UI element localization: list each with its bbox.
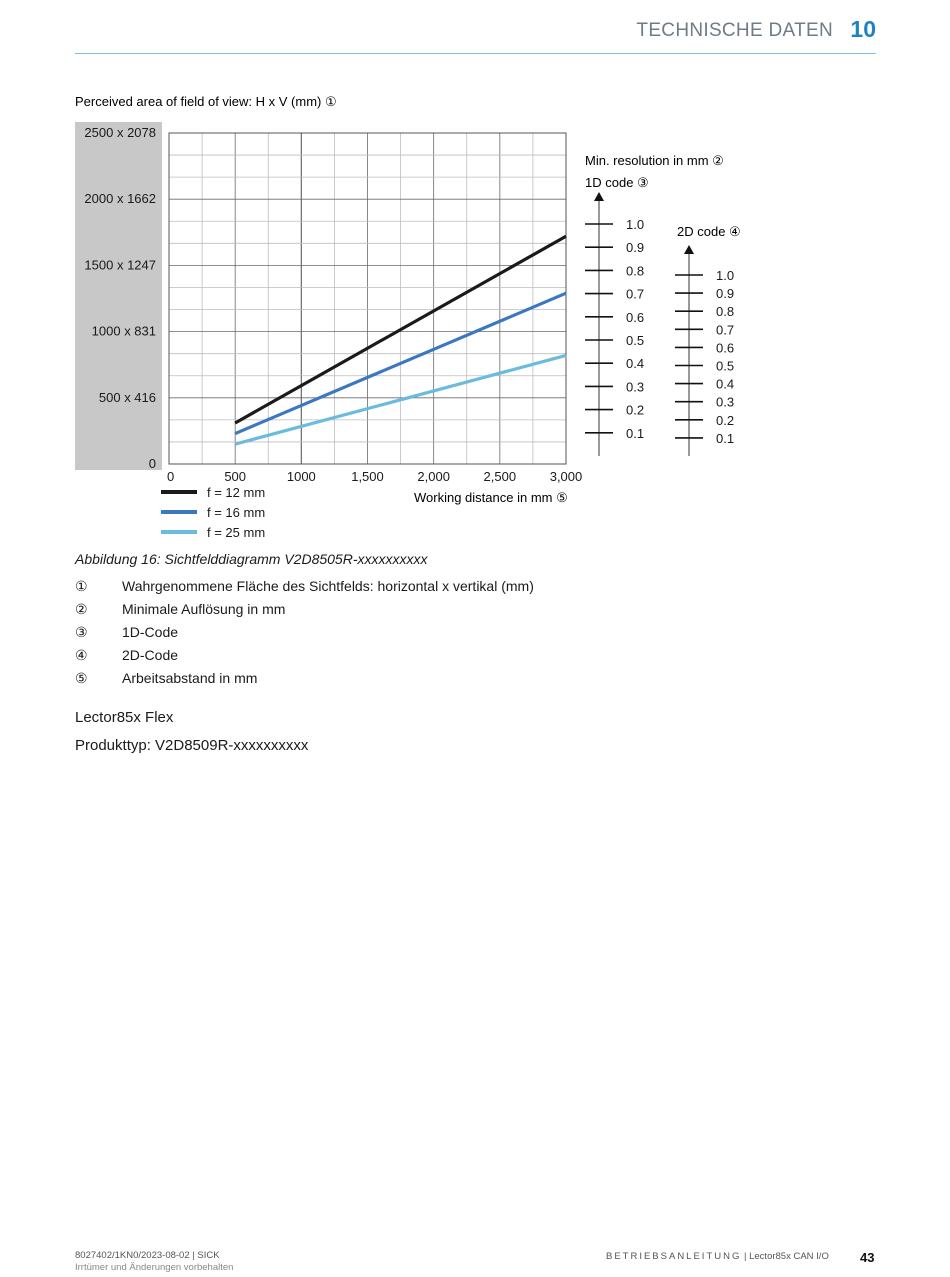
scale-tick-label: 0.7	[626, 286, 645, 302]
x-tick-label: 1000	[286, 469, 316, 484]
y-tick-label: 500 x 416	[98, 389, 156, 405]
scale-tick-label: 0.8	[626, 263, 645, 279]
field-of-view-chart	[0, 0, 950, 545]
scale-arrow	[684, 245, 694, 254]
legend-text: 1D-Code	[122, 624, 179, 640]
scale-tick-label: 0.9	[626, 240, 645, 256]
scale-tick-label: 0.1	[716, 430, 735, 446]
legend-marker: ⑤	[75, 670, 88, 686]
scale-tick-label: 0.7	[716, 322, 735, 338]
scale-tick-label: 1.0	[626, 217, 645, 232]
page-number: 43	[860, 1250, 875, 1265]
subheading: Lector85x Flex	[75, 709, 174, 726]
legend-text: Arbeitsabstand in mm	[122, 670, 258, 686]
legend-label: f = 16 mm	[207, 505, 266, 520]
scale-tick-label: 0.2	[626, 402, 645, 418]
code2d-scale	[675, 245, 734, 456]
x-tick-label: 2,500	[483, 469, 517, 484]
scale-tick-label: 0.3	[626, 379, 645, 395]
x-tick-label: 0	[167, 469, 175, 484]
code1d-title: 1D code ③	[585, 175, 649, 190]
x-tick-label: 500	[224, 469, 247, 484]
footer-manual-label: BETRIEBSANLEITUNG	[606, 1251, 742, 1262]
scale-tick-label: 0.4	[716, 376, 735, 392]
legend-text: Wahrgenommene Fläche des Sichtfelds: horizontal x vertikal (mm)	[122, 578, 534, 594]
section-title: TECHNISCHE DATEN	[636, 20, 833, 41]
legend-marker: ③	[75, 624, 88, 640]
footer-doc-info	[75, 1250, 233, 1274]
scale-tick-label: 0.6	[626, 309, 645, 325]
scale-tick-label: 0.6	[716, 340, 735, 356]
y-tick-label: 1000 x 831	[91, 323, 156, 339]
scale-tick-label: 0.4	[626, 356, 645, 372]
y-tick-label: 2500 x 2078	[84, 125, 156, 140]
code2d-title: 2D code ④	[677, 224, 741, 239]
x-tick-labels	[167, 469, 582, 484]
y-tick-label: 2000 x 1662	[84, 191, 156, 207]
resolution-title: Min. resolution in mm ②	[585, 153, 724, 168]
scale-tick-label: 1.0	[716, 268, 735, 283]
chart-legend	[161, 485, 265, 540]
scale-tick-label: 0.1	[626, 425, 645, 441]
legend-marker: ④	[75, 647, 88, 663]
x-tick-label: 1,500	[351, 469, 384, 484]
scale-tick-label: 0.9	[716, 286, 735, 302]
legend-label: f = 12 mm	[207, 485, 266, 500]
footer-manual	[606, 1251, 829, 1262]
footer-product: | Lector85x CAN I/O	[744, 1251, 829, 1262]
legend-text: Minimale Auflösung in mm	[122, 601, 286, 617]
y-tick-label: 0	[148, 456, 156, 471]
footer-disclaimer: Irrtümer und Änderungen vorbehalten	[75, 1262, 234, 1273]
scale-tick-label: 0.3	[716, 394, 735, 410]
figure-caption: Abbildung 16: Sichtfelddiagramm V2D8505R-xxxxxxxxxx	[75, 551, 428, 567]
chapter-number: 10	[850, 16, 876, 42]
y-tick-label: 1500 x 1247	[84, 257, 156, 273]
legend-label: f = 25 mm	[207, 525, 266, 540]
legend-marker: ②	[75, 601, 88, 617]
x-tick-label: 3,000	[549, 469, 583, 484]
scale-tick-label: 0.8	[716, 304, 735, 320]
footer-doc-id: 8027402/1KN0/2023-08-02 | SICK	[75, 1250, 220, 1261]
x-axis-title: Working distance in mm ⑤	[414, 490, 568, 505]
product-type: Produkttyp: V2D8509R-xxxxxxxxxx	[75, 737, 309, 754]
legend-marker: ①	[75, 578, 88, 594]
fov-axis-title: Perceived area of field of view: H x V (mm) ①	[75, 94, 337, 109]
scale-arrow	[594, 192, 604, 201]
scale-tick-label: 0.5	[626, 333, 645, 348]
chart-grid	[169, 133, 566, 464]
scale-tick-label: 0.2	[716, 412, 735, 428]
scale-tick-label: 0.5	[716, 358, 735, 374]
y-label-panel	[75, 122, 162, 470]
code1d-scale	[585, 192, 644, 456]
x-tick-label: 2,000	[417, 469, 450, 484]
legend-text: 2D-Code	[122, 647, 179, 663]
